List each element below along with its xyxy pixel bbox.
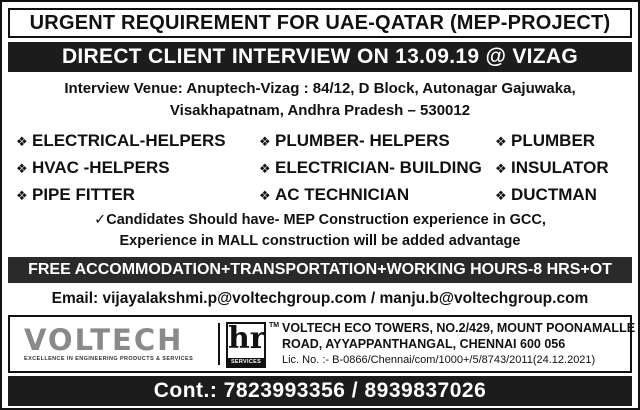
company-address [282,320,635,368]
diamond-bullet-icon: ❖ [495,188,507,203]
address-line-1: VOLTECH ECO TOWERS, NO.2/429, MOUNT POONAMALLE [282,321,636,335]
benefits-banner: FREE ACCOMMODATION+TRANSPORTATION+WORKING HOURS-8 HRS+OT [8,257,632,283]
job-position: ❖ AC TECHNICIAN [259,184,495,207]
headline: URGENT REQUIREMENT FOR UAE-QATAR (MEP-PROJECT) [8,8,632,38]
interview-venue [2,78,638,122]
diamond-bullet-icon: ❖ [16,161,28,176]
job-positions-list [16,130,628,207]
diamond-bullet-icon: ❖ [16,188,28,203]
job-position: ❖ DUCTMAN [495,184,625,207]
license-number: Lic. No. :- B-0866/Chennai/com/1000+/5/8743/2011(24.12.2021) [282,354,596,366]
logo-tagline: EXCELLENCE IN ENGINEERING PRODUCTS & SERVICES [24,356,194,362]
requirement-line-1: ✓Candidates Should have- MEP Construction experience in GCC, [94,212,546,228]
interview-banner: DIRECT CLIENT INTERVIEW ON 13.09.19 @ VIZAG [8,42,632,72]
venue-line-1: Interview Venue: Anuptech-Vizag : 84/12, D Block, Autonagar Gajuwaka, [64,80,576,97]
diamond-bullet-icon: ❖ [259,161,271,176]
job-position: ❖ PIPE FITTER [16,184,259,207]
address-line-2: ROAD, AYYAPPANTHANGAL, CHENNAI 600 056 [282,337,566,351]
candidate-requirements [2,210,638,252]
voltech-logo [24,325,214,365]
job-position: ❖ INSULATOR [495,157,625,180]
job-position: ❖ PLUMBER- HELPERS [259,130,495,153]
logo-divider [218,323,220,365]
hr-services-logo [226,322,266,368]
diamond-bullet-icon: ❖ [259,188,271,203]
trademark-mark: TM [269,322,280,329]
job-position: ❖ ELECTRICAL-HELPERS [16,130,259,153]
email-contacts[interactable]: Email: vijayalakshmi.p@voltechgroup.com / manju.b@voltechgroup.com [51,290,589,307]
diamond-bullet-icon: ❖ [495,161,507,176]
venue-line-2: Visakhapatnam, Andhra Pradesh – 530012 [169,102,471,119]
contact-phone-banner[interactable]: Cont.: 7823993356 / 8939837026 [8,376,632,406]
diamond-bullet-icon: ❖ [259,134,271,149]
company-footer [8,315,636,373]
logo-name: VOLTECH [24,323,184,357]
hr-services-label: SERVICES [228,358,264,366]
job-position: ❖ HVAC -HELPERS [16,157,259,180]
job-position: ❖ PLUMBER [495,130,625,153]
diamond-bullet-icon: ❖ [16,134,28,149]
hr-mark: hr [228,321,266,356]
diamond-bullet-icon: ❖ [495,134,507,149]
requirement-line-2: Experience in MALL construction will be added advantage [119,233,521,249]
job-position: ❖ ELECTRICIAN- BUILDING [259,157,495,180]
